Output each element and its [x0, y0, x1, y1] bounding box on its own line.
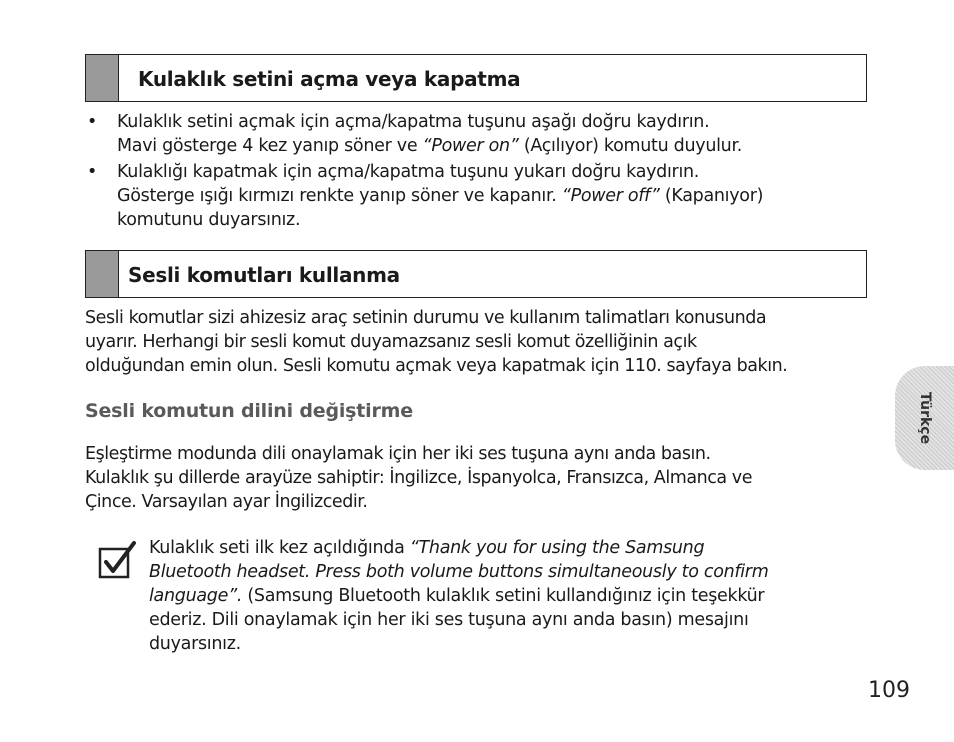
section-title: Kulaklık setini açma veya kapatma	[138, 67, 521, 91]
section-title: Sesli komutları kullanma	[128, 263, 400, 287]
text-line: komutunu duyarsınız.	[117, 210, 301, 230]
text-line: ederiz. Dili onaylamak için her iki ses tuşuna aynı anda basın) mesajını	[149, 610, 749, 630]
text-line: Sesli komutlar sizi ahizesiz araç setinin durumu ve kullanım talimatları konusunda	[85, 308, 767, 328]
list-item	[85, 160, 875, 232]
text-line	[117, 184, 875, 208]
text-span: Mavi gösterge 4 kez yanıp söner ve	[117, 136, 423, 156]
header-marker	[86, 251, 119, 297]
bullet-list	[85, 110, 875, 234]
text-line: olduğundan emin olun. Sesli komutu açmak veya kapatmak için 110. sayfaya bakın.	[85, 356, 788, 376]
voice-paragraph	[85, 306, 787, 378]
page-number: 109	[868, 678, 910, 703]
note-text	[149, 536, 869, 656]
header-marker	[86, 55, 119, 101]
language-paragraph	[85, 442, 752, 514]
text-span: (Samsung Bluetooth kulaklık setini kullandığınız için teşekkür	[242, 586, 765, 606]
text-line: Eşleştirme modunda dili onaylamak için her iki ses tuşuna aynı anda basın.	[85, 444, 711, 464]
subsection-title: Sesli komutun dilini değiştirme	[85, 400, 413, 422]
text-line: Çince. Varsayılan ayar İngilizcedir.	[85, 492, 368, 512]
text-line: Kulaklığı kapatmak için açma/kapatma tuşunu yukarı doğru kaydırın.	[117, 162, 700, 182]
language-tab[interactable]	[895, 366, 954, 470]
text-line: Kulaklık şu dillerde arayüze sahiptir: İngilizce, İspanyolca, Fransızca, Almanca ve	[85, 468, 753, 488]
quote-text: language”.	[149, 586, 243, 606]
text-span: (Açılıyor) komutu duyulur.	[518, 136, 743, 156]
section-header-power	[85, 54, 867, 102]
text-line: Kulaklık setini açmak için açma/kapatma tuşunu aşağı doğru kaydırın.	[117, 112, 710, 132]
text-line	[117, 134, 875, 158]
command-text: “Power off”	[561, 186, 660, 206]
list-item	[85, 110, 875, 158]
quote-text: Bluetooth headset. Press both volume buttons simultaneously to confirm	[149, 562, 769, 582]
text-line	[149, 536, 869, 560]
command-text: “Power on”	[422, 136, 519, 156]
section-header-voice	[85, 250, 867, 298]
text-span: (Kapanıyor)	[659, 186, 764, 206]
text-span: Gösterge ışığı kırmızı renkte yanıp söner ve kapanır.	[117, 186, 562, 206]
bullet-icon: •	[87, 112, 98, 132]
text-line	[149, 560, 869, 584]
text-line: uyarır. Herhangi bir sesli komut duyamazsanız sesli komut özelliğinin açık	[85, 332, 697, 352]
text-span: Kulaklık seti ilk kez açıldığında	[149, 538, 410, 558]
text-line	[149, 584, 869, 608]
quote-text: “Thank you for using the Samsung	[409, 538, 705, 558]
text-line: duyarsınız.	[149, 634, 241, 654]
language-tab-label: Türkçe	[916, 391, 933, 445]
checkbox-check-icon	[98, 540, 138, 580]
bullet-icon: •	[87, 162, 98, 182]
